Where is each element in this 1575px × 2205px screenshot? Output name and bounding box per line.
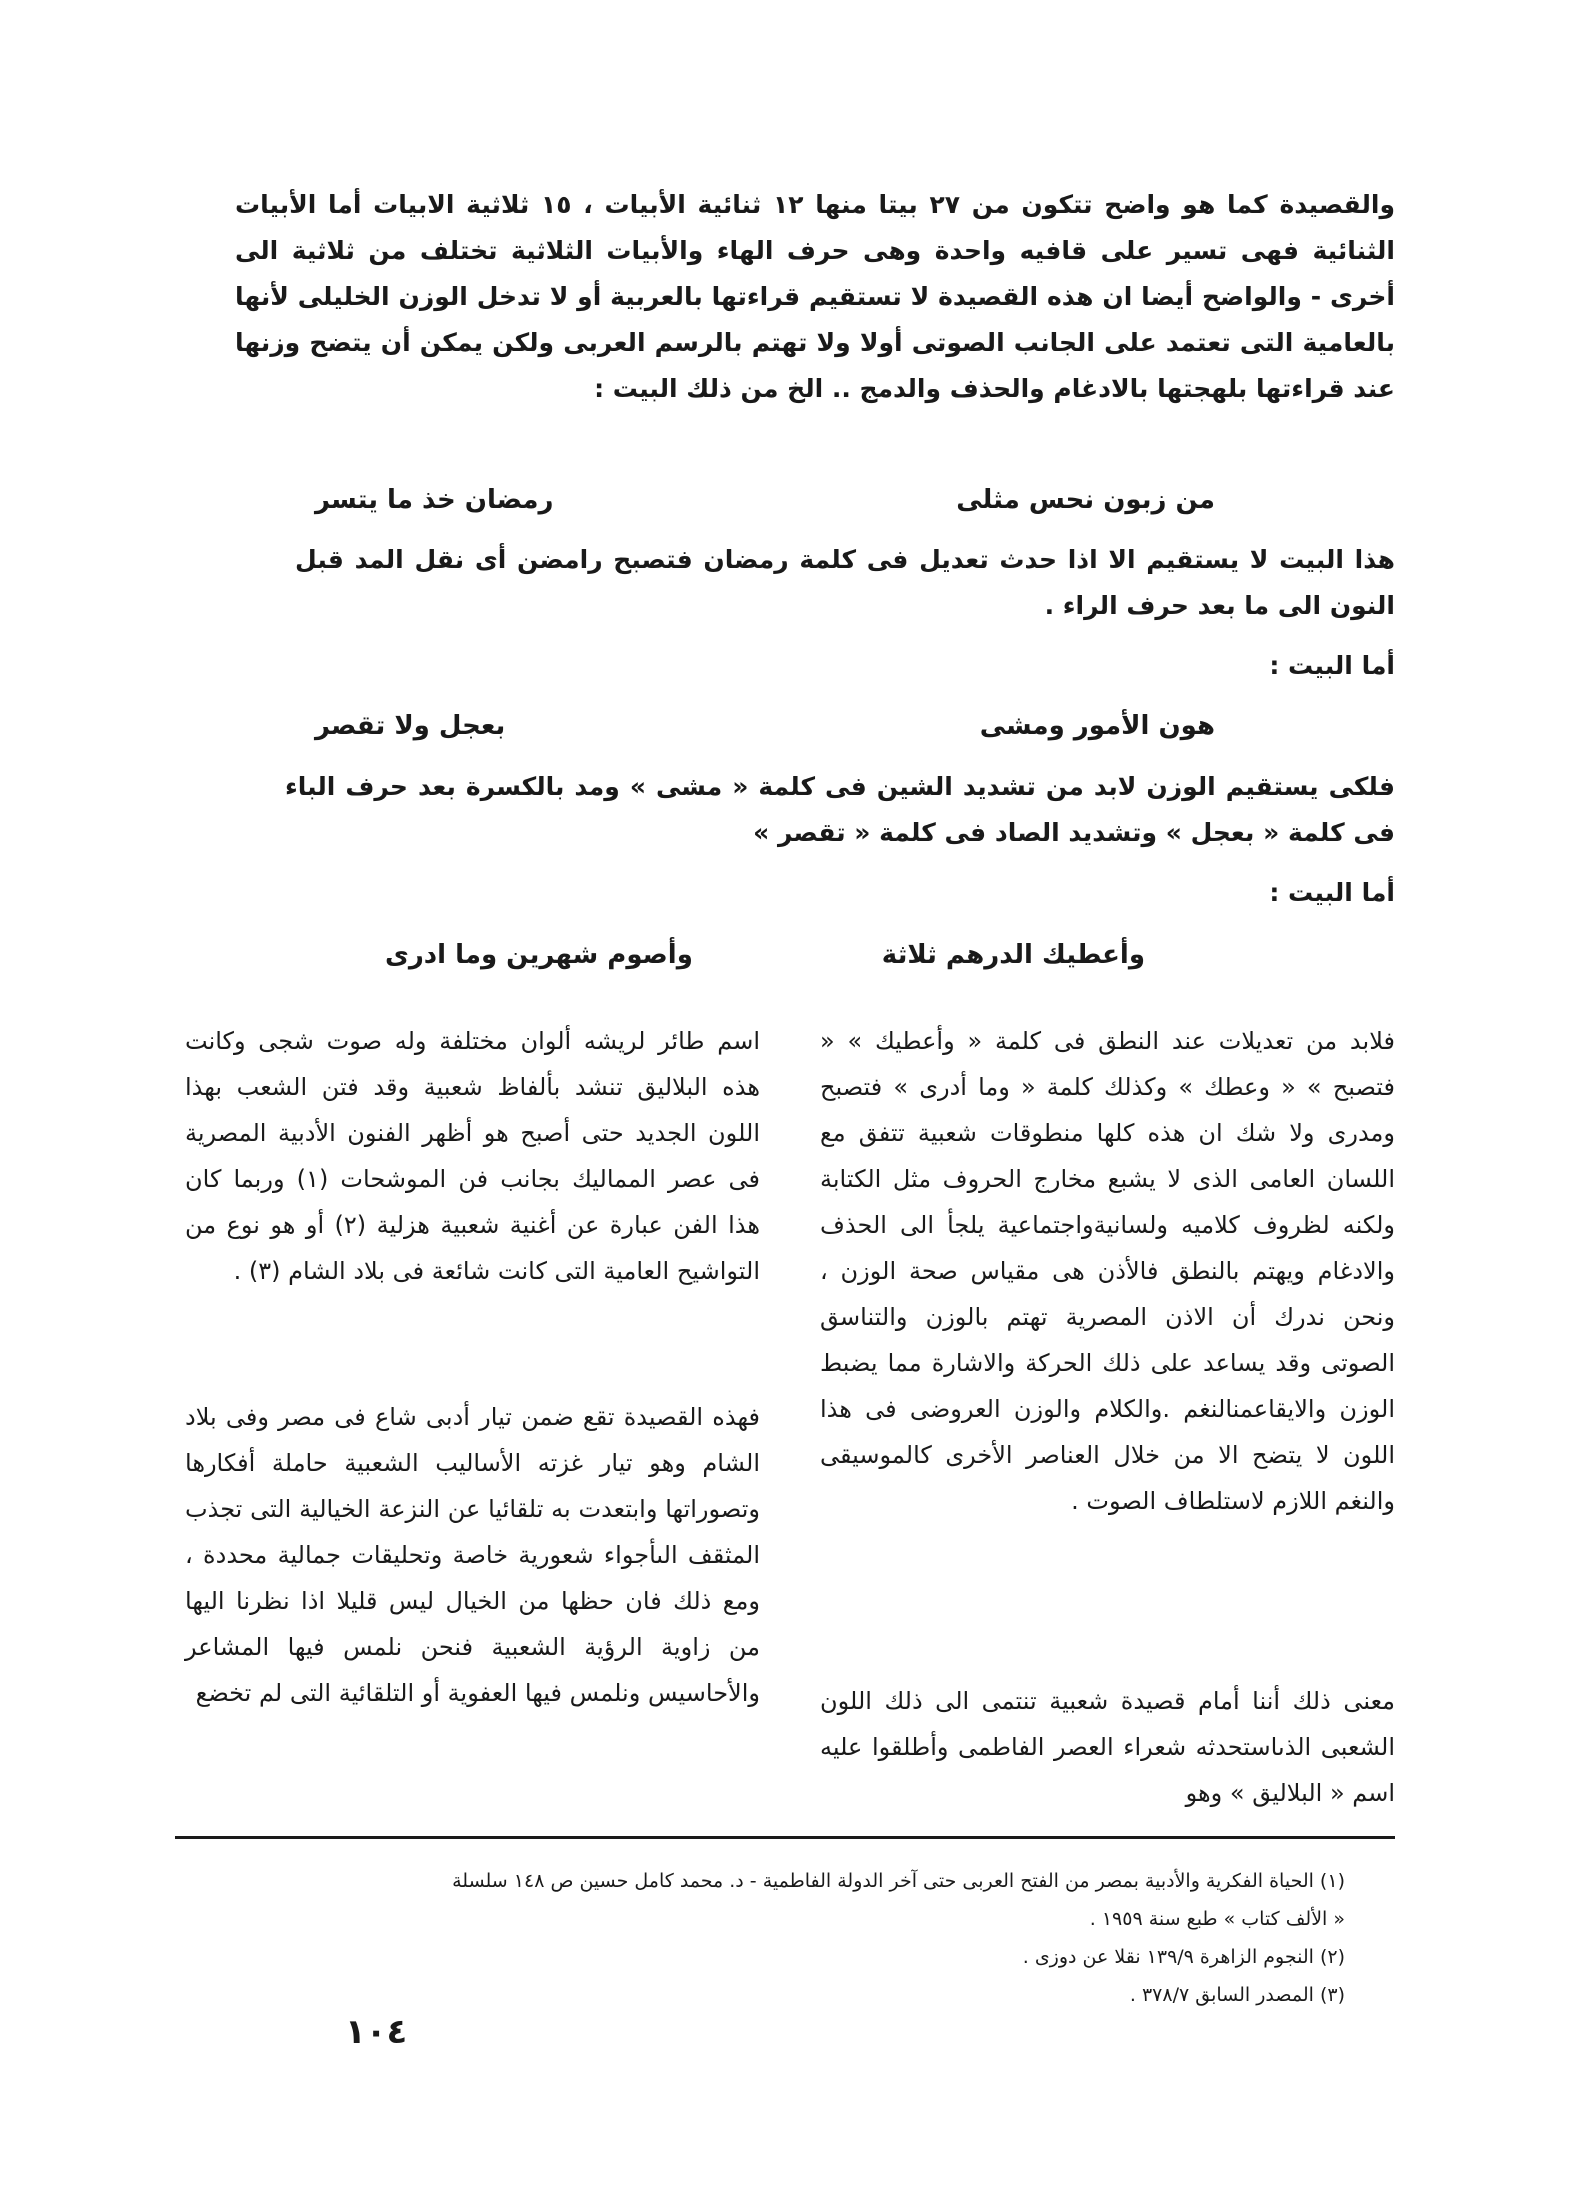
left-column-paragraph-2: فهذه القصيدة تقع ضمن تيار أدبى شاع فى مصر وفى بلاد الشام وهو تيار غزته الأساليب الشعبية حاملة أفكارها وتصوراتها وابتعدت به تلقائيا عن النزعة الخيالية التى تجذب المثقف الىأجواء شعورية خاصة وتحليقات جمالية محددة ، ومع ذلك فان حظها من الخيال ليس قليلا اذا نظرنا اليها من زاوية الرؤية الشعبية فنحن نلمس فيها المشاعر والأحاسيس ونلمس فيها العفوية أو التلقائية التى لم تخضع <box>185 1403 760 1707</box>
verse-2-second-hemistich: بعجل ولا تقصر <box>315 711 506 741</box>
left-column-paragraph-1: اسم طائر لريشه ألوان مختلفة وله صوت شجى وكانت هذه البلاليق تنشد بألفاظ شعبية وقد فتن الشعب بهذا اللون الجديد حتى أصبح هو أظهر الفنون الأدبية المصرية فى عصر المماليك بجانب فن الموشحات (١) وربما كان هذا الفن عبارة عن أغنية شعبية هزلية (٢) أو هو نوع من التواشيح العامية التى كانت شائعة فى بلاد الشام (٣) . <box>185 1027 761 1285</box>
verse-3-first-hemistich: وأعطيك الدرهم ثلاثة <box>881 940 1145 970</box>
footnotes <box>175 1862 1345 2014</box>
verse-line-2 <box>315 706 1215 746</box>
intro-paragraph: والقصيدة كما هو واضح تتكون من ٢٧ بيتا منها ١٢ ثنائية الأبيات ، ١٥ ثلاثية الابيات أما الأبيات الثنائية فهى تسير على قافيه واحدة وهى حرف الهاء والأبيات الثلاثية تختلف من ثلاثية الى أخرى - والواضح أيضا ان هذه القصيدة لا تستقيم قراءتها بالعربية أو لا تدخل الوزن الخليلى لأنها بالعامية التى تعتمد على الجانب الصوتى أولا ولا تهتم بالرسم العربى ولكن يمكن أن يتضح وزنها عند قراءتها بلهجتها بالادغام والحذف والدمج .. الخ من ذلك البيت : <box>235 190 1395 403</box>
verse-3-second-hemistich: وأصوم شهرين وما ادرى <box>385 940 693 970</box>
verse-1-first-hemistich: من زبون نحس مثلى <box>956 485 1215 515</box>
heading-verse-2: أما البيت : <box>1269 651 1395 680</box>
page-number: ١٠٤ <box>345 2012 408 2052</box>
paragraph-3: فلكى يستقيم الوزن لابد من تشديد الشين فى كلمة « مشى » ومد بالكسرة بعد حرف الباء فى كلمة « بعجل » وتشديد الصاد فى كلمة « تقصر » <box>285 772 1395 847</box>
footnote-1-continuation: « الألف كتاب » طبع سنة ١٩٥٩ . <box>1089 1908 1345 1930</box>
right-column-paragraph-2: معنى ذلك أننا أمام قصيدة شعبية تنتمى الى ذلك اللون الشعبى الذىاستحدثه شعراء العصر الفاطمى وأطلقوا عليه اسم « البلاليق » وهو <box>820 1687 1395 1807</box>
heading-verse-3: أما البيت : <box>1269 878 1395 907</box>
footnote-3: (٣) المصدر السابق ٣٧٨/٧ . <box>1129 1984 1345 2006</box>
verse-2-first-hemistich: هون الأمور ومشى <box>979 711 1215 741</box>
right-column-paragraph-1: فلابد من تعديلات عند النطق فى كلمة « وأعطيك » « فتصبح » « وعطك » وكذلك كلمة « وما أدرى » فتصبح ومدرى ولا شك ان هذه كلها منطوقات شعبية تتفق مع اللسان العامى الذى لا يشبع مخارج الحروف مثل الكتابة ولكنه لظروف كلاميه ولسانيةواجتماعية يلجأ الى الحذف والادغام ويهتم بالنطق فالأذن هى مقياس صحة الوزن ، ونحن ندرك أن الاذن المصرية تهتم بالوزن والتناسق الصوتى وقد يساعد على ذلك الحركة والاشارة مما يضبط الوزن والايقاعمنالنغم .والكلام والوزن العروضى فى هذا اللون لا يتضح الا من خلال العناصر الأخرى كالموسيقى والنغم اللازم لاستلطاف الصوت . <box>820 1027 1395 1515</box>
footnote-1: (١) الحياة الفكرية والأدبية بمصر من الفتح العربى حتى آخر الدولة الفاطمية - د. محمد كامل حسين ص ١٤٨ سلسلة <box>452 1870 1345 1892</box>
verse-1-second-hemistich: رمضان خذ ما يتسر <box>315 485 554 515</box>
paragraph-2: هذا البيت لا يستقيم الا اذا حدث تعديل فى كلمة رمضان فتصبح رامضن أى نقل المد قبل النون الى ما بعد حرف الراء . <box>295 545 1395 620</box>
footnote-2: (٢) النجوم الزاهرة ١٣٩/٩ نقلا عن دوزى . <box>1022 1946 1345 1968</box>
verse-line-3 <box>385 935 1145 975</box>
footnote-divider <box>175 1836 1395 1839</box>
verse-line-1 <box>315 480 1215 520</box>
